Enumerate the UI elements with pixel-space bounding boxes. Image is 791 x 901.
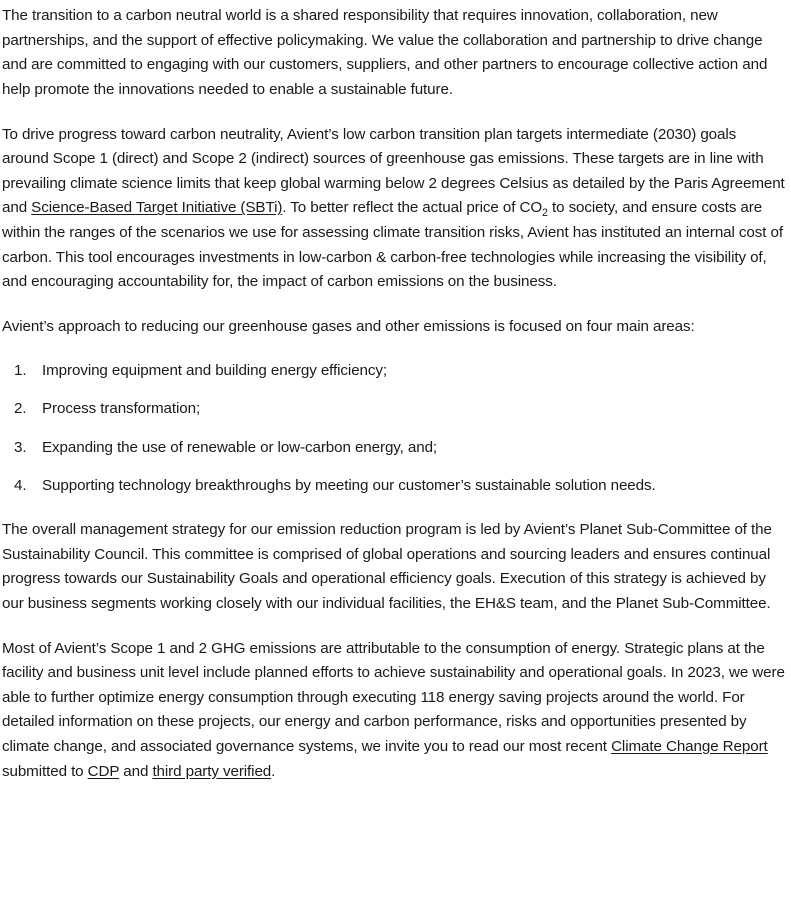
paragraph-shared-responsibility: The transition to a carbon neutral world is a shared responsibility that requires innovation, collaboration, new partnerships, and the support of effective policymaking. We value the collaboration and partnership to drive change and are committed to engaging with our customers, suppliers, and other partners to encourage collective action and help promote the innovations needed to enable a sustainable future. — [2, 7, 768, 98]
list-item-number: 3. — [14, 438, 27, 456]
list-item — [2, 397, 785, 422]
link-third-party-verified[interactable]: third party verified — [152, 762, 272, 780]
paragraph-scope-emissions-text-4: . — [271, 762, 276, 780]
list-item — [2, 474, 785, 499]
paragraph-management-strategy: The overall management strategy for our emission reduction program is led by Avient’s Planet Sub-Committee of the Sustainability Council. This committee is comprised of global operations and sourcing leaders and ensures continual progress towards our Sustainability Goals and operational efficiency goals. Execution of this strategy is achieved by our business segments working closely with our individual facilities, the EH&S team, and the Planet Sub-Committee. — [2, 521, 772, 612]
list-item — [2, 436, 785, 461]
list-item-label: Supporting technology breakthroughs by meeting our customer’s sustainable solution needs. — [42, 477, 656, 495]
paragraph-transition-plan-text-2: . To better reflect the actual price of CO — [282, 199, 543, 217]
list-item-label: Expanding the use of renewable or low-carbon energy, and; — [42, 438, 438, 456]
link-climate-change-report[interactable]: Climate Change Report — [611, 738, 768, 755]
list-item — [2, 359, 785, 384]
list-item-number: 1. — [14, 361, 27, 379]
co2-subscript: 2 — [542, 207, 548, 220]
list-item-number: 2. — [14, 400, 27, 418]
focus-areas-list — [2, 359, 785, 500]
paragraph-scope-emissions-text-3: and — [119, 762, 153, 780]
paragraph-transition-plan — [2, 123, 785, 295]
link-cdp[interactable]: CDP — [87, 762, 120, 780]
list-item-label: Improving equipment and building energy efficiency; — [42, 361, 387, 379]
list-item-number: 4. — [14, 477, 27, 495]
paragraph-transition-plan-text-1: To drive progress toward carbon neutrality, Avient’s low carbon transition plan targets intermediate (2030) goals around Scope 1 (direct) and Scope 2 (indirect) sources of greenhouse gas emissions. These targets are in line with prevailing climate science limits that keep global warming below 2 degrees Celsius as detailed by the Paris Agreement and — [2, 125, 785, 217]
paragraph-scope-emissions-text-2: submitted to — [2, 762, 88, 780]
paragraph-approach-intro: Avient’s approach to reducing our greenhouse gases and other emissions is focused on four main areas: — [2, 317, 695, 335]
paragraph-scope-emissions-text-1: Most of Avient’s Scope 1 and 2 GHG emissions are attributable to the consumption of energy. Strategic plans at the facility and business unit level include planned efforts to achieve sustainability and operational goals. In 2023, we were able to further optimize energy consumption through executing 118 energy saving projects around the world. For detailed information on these projects, our energy and carbon performance, risks and opportunities presented by climate change, and associated governance systems, we invite you to read our most recent — [2, 639, 785, 755]
paragraph-transition-plan-text-3: to society, and ensure costs are within the ranges of the scenarios we use for assessing climate transition risks, Avient has instituted an internal cost of carbon. This tool encourages investments in low-carbon & carbon-free technologies while increasing the visibility of, and encouraging accountability for, the impact of carbon emissions on the business. — [2, 199, 783, 291]
link-science-based-target-initiative[interactable]: Science-Based Target Initiative (SBTi) — [31, 199, 283, 217]
paragraph-scope-emissions — [2, 637, 785, 785]
list-item-label: Process transformation; — [42, 400, 201, 418]
